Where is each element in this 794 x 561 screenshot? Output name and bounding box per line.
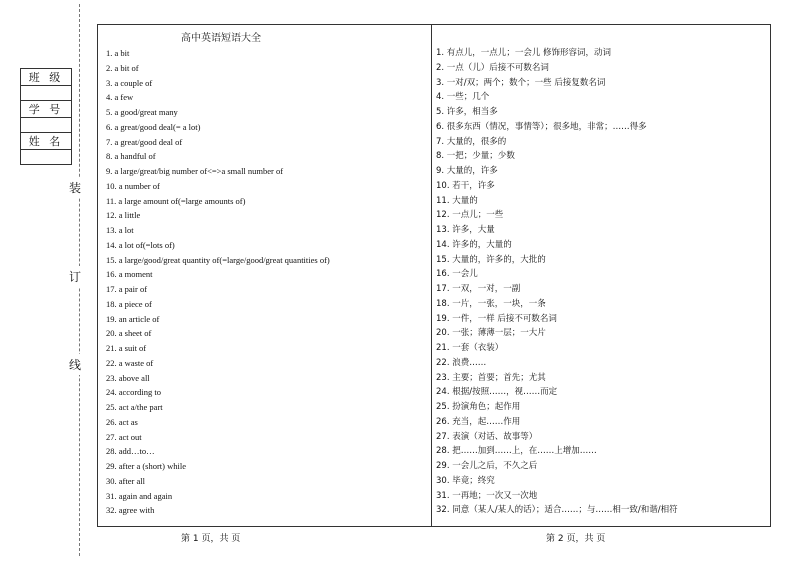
page-footer-right: 第 2 页，共 页 (546, 534, 606, 544)
chinese-meaning-item: 16. 一会儿 (436, 269, 478, 280)
chinese-meaning-item: 7. 大量的，很多的 (436, 136, 507, 147)
english-phrase-item: 22. a waste of (106, 357, 154, 368)
english-phrase-item: 16. a moment (106, 269, 153, 280)
chinese-meaning-item: 20. 一张；薄薄一层；一大片 (436, 328, 546, 339)
english-phrase-item: 24. according to (106, 387, 161, 398)
english-phrase-item: 12. a little (106, 210, 141, 221)
class-label: 班 级 (21, 69, 72, 86)
english-phrase-item: 17. a pair of (106, 284, 148, 294)
english-phrase-item: 18. a piece of (106, 298, 152, 309)
english-phrase-item: 21. a suit of (106, 343, 147, 353)
english-phrase-column (106, 32, 426, 518)
english-phrase-item: 32. agree with (106, 505, 155, 516)
chinese-meaning-item: 25. 扮演角色；起作用 (436, 402, 521, 412)
english-phrase-item: 19. an article of (106, 313, 160, 324)
english-phrase-item: 5. a good/great many (106, 107, 178, 117)
chinese-meaning-item: 10. 若干，许多 (436, 180, 495, 191)
chinese-meaning-item: 13. 许多，大量 (436, 225, 495, 235)
student-number-field[interactable] (21, 118, 72, 133)
english-phrase-item: 13. a lot (106, 225, 134, 235)
english-phrase-item: 11. a large amount of(=large amounts of) (106, 195, 246, 206)
chinese-meaning-column (436, 46, 766, 518)
english-phrase-item: 15. a large/good/great quantity of(=large/good/great quantities of) (106, 254, 330, 265)
chinese-meaning-item: 8. 一把；少量；少数 (436, 151, 515, 162)
english-phrase-item: 1. a bit (106, 48, 130, 58)
english-phrase-item: 26. act as (106, 416, 138, 427)
chinese-meaning-item: 6. 很多东西（情况，事情等）；很多地，非常；……得多 (436, 121, 647, 132)
chinese-meaning-item: 1. 有点儿，一点儿；一会儿 修饰形容词，动词 (436, 48, 612, 58)
student-number-label: 学 号 (21, 101, 72, 118)
chinese-meaning-item: 12. 一点儿；一些 (436, 210, 504, 221)
chinese-meaning-item: 22. 浪费…… (436, 357, 487, 368)
chinese-meaning-item: 18. 一片，一张，一块，一条 (436, 298, 546, 309)
english-phrase-item: 20. a sheet of (106, 328, 152, 339)
binding-char-xian: 线 (68, 354, 82, 375)
english-phrase-item: 28. add…to… (106, 446, 155, 457)
english-phrase-item: 31. again and again (106, 490, 173, 501)
chinese-meaning-item: 9. 大量的，许多 (436, 166, 498, 176)
chinese-meaning-item: 17. 一双，一对，一副 (436, 284, 521, 294)
chinese-meaning-item: 24. 根据/按照……，视……而定 (436, 387, 558, 398)
chinese-meaning-item: 19. 一件，一样 后接不可数名词 (436, 313, 557, 324)
chinese-meaning-item: 15. 大量的，许多的，大批的 (436, 254, 546, 265)
chinese-meaning-item: 14. 许多的，大量的 (436, 239, 512, 250)
document-frame (97, 24, 771, 527)
binding-char-zhuang: 装 (68, 177, 82, 198)
english-phrase-item: 7. a great/good deal of (106, 136, 183, 147)
binding-char-ding: 订 (68, 266, 82, 287)
english-phrase-item: 4. a few (106, 92, 134, 103)
chinese-meaning-item: 32. 同意（某人/某人的话）；适合……；与……相一致/和谐/相符 (436, 505, 678, 516)
student-info-table (20, 68, 72, 165)
document-title: 高中英语短语大全 (181, 33, 261, 44)
english-phrase-item: 25. act a/the part (106, 402, 163, 412)
english-phrase-item: 2. a bit of (106, 62, 139, 73)
chinese-meaning-item: 4. 一些；几个 (436, 92, 490, 103)
page-footer-left: 第 1 页，共 页 (181, 534, 241, 544)
chinese-meaning-item: 11. 大量的 (436, 195, 478, 206)
english-phrase-item: 10. a number of (106, 180, 160, 191)
chinese-meaning-item: 21. 一套（衣装） (436, 343, 504, 353)
chinese-meaning-item: 26. 充当，起……作用 (436, 416, 521, 427)
english-phrase-item: 30. after all (106, 475, 145, 486)
column-divider (431, 25, 432, 526)
chinese-meaning-item: 27. 表演（对话、故事等） (436, 431, 538, 442)
chinese-meaning-item: 28. 把……加到……上，在……上增加…… (436, 446, 597, 457)
english-phrase-item: 14. a lot of(=lots of) (106, 239, 175, 250)
chinese-meaning-item: 23. 主要；首要；首先；尤其 (436, 372, 546, 383)
chinese-meaning-item: 5. 许多，相当多 (436, 107, 498, 117)
name-label: 姓 名 (21, 133, 72, 150)
name-field[interactable] (21, 150, 72, 165)
english-phrase-item: 3. a couple of (106, 77, 153, 88)
class-field[interactable] (21, 86, 72, 101)
english-phrase-item: 29. after a (short) while (106, 461, 187, 471)
chinese-meaning-item: 31. 一再地；一次又一次地 (436, 490, 538, 501)
english-phrase-item: 8. a handful of (106, 151, 156, 162)
english-phrase-item: 27. act out (106, 431, 142, 442)
chinese-meaning-item: 30. 毕竟；终究 (436, 475, 495, 486)
english-phrase-item: 23. above all (106, 372, 150, 383)
chinese-meaning-item: 3. 一对/双；两个；数个；一些 后接复数名词 (436, 77, 606, 88)
chinese-meaning-item: 2. 一点（儿）后接不可数名词 (436, 62, 549, 73)
chinese-meaning-item: 29. 一会儿之后，不久之后 (436, 461, 538, 471)
english-phrase-item: 6. a great/good deal(= a lot) (106, 121, 201, 132)
english-phrase-item: 9. a large/great/big number of<=>a small number of (106, 166, 284, 176)
